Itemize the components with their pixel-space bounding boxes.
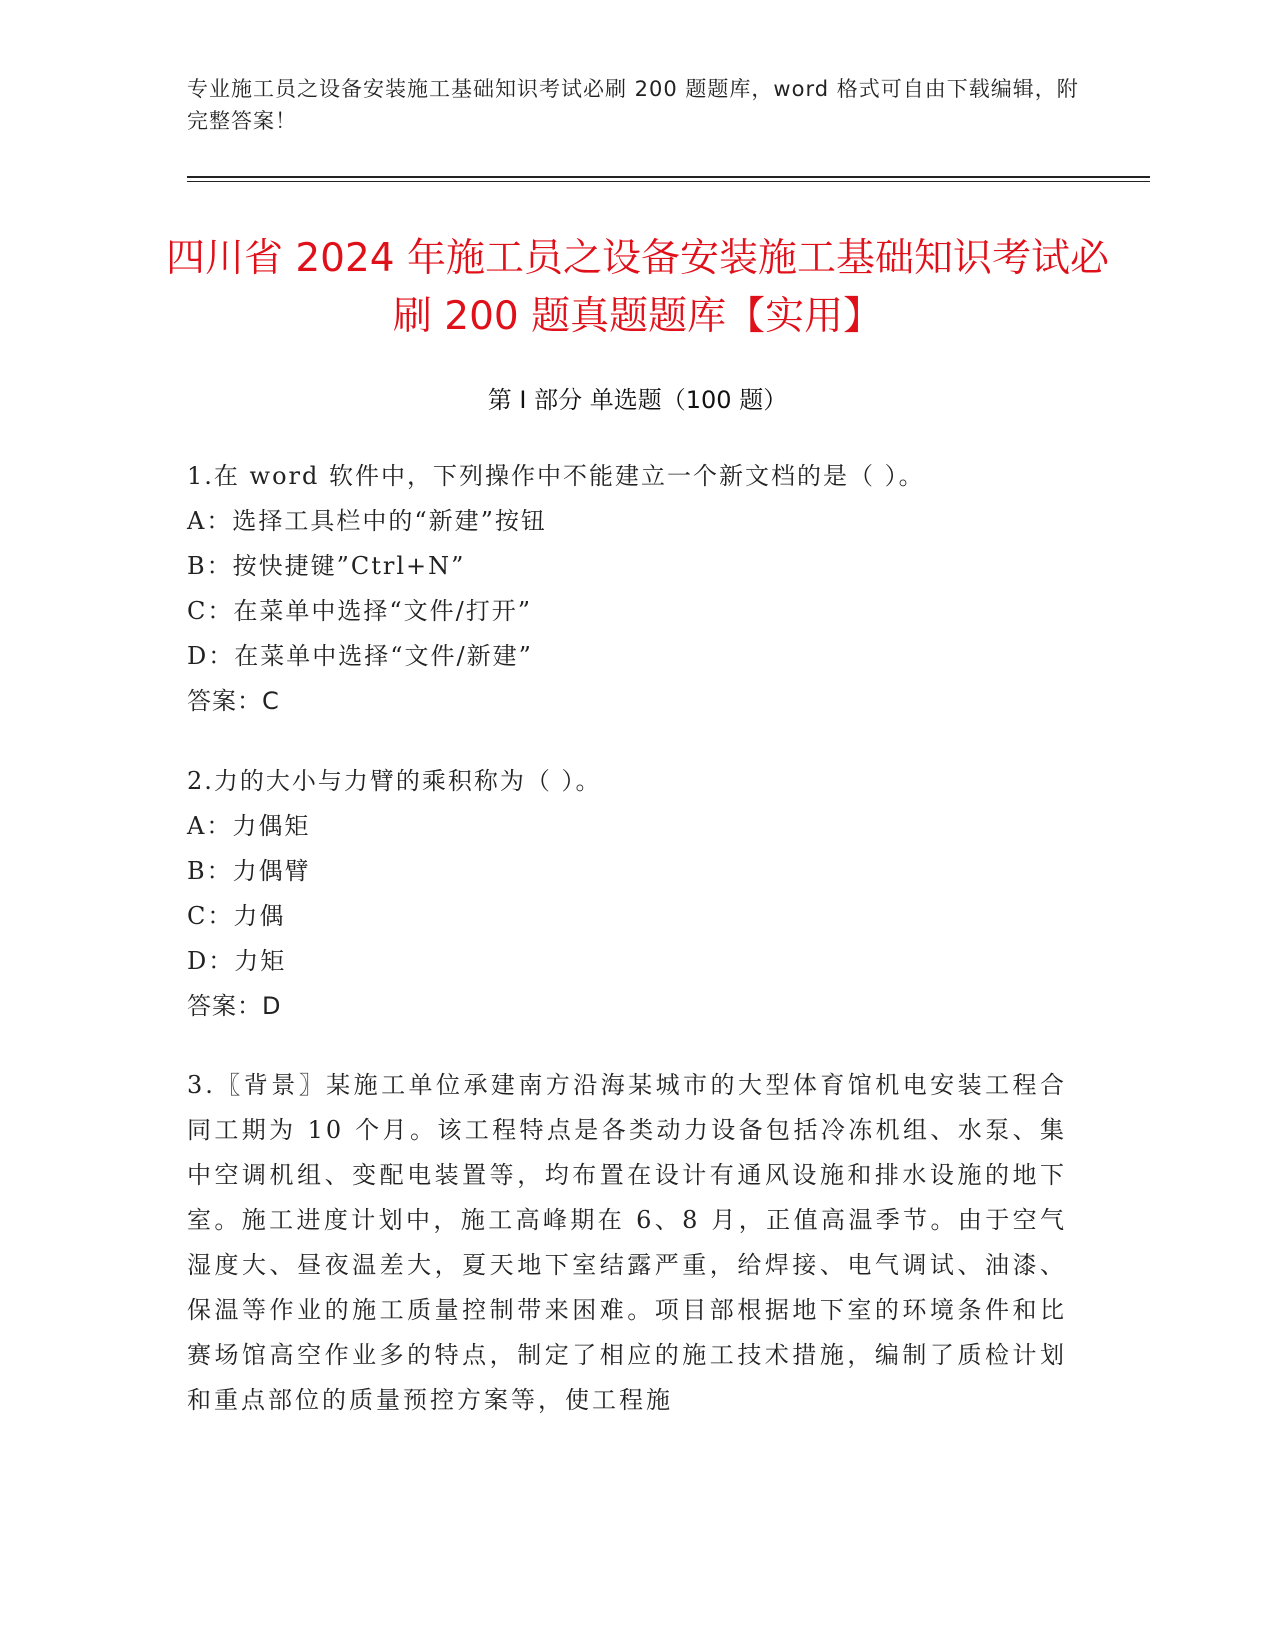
- question-stem: 1.在 word 软件中，下列操作中不能建立一个新文档的是（ ）。: [187, 462, 925, 490]
- question-3: [187, 1063, 1087, 1423]
- option-c: C：力偶: [187, 902, 286, 930]
- option-c: C：在菜单中选择“文件/打开”: [187, 597, 532, 625]
- option-a: A：力偶矩: [187, 812, 311, 840]
- option-d: D：在菜单中选择“文件/新建”: [187, 642, 533, 670]
- option-a: A：选择工具栏中的“新建”按钮: [187, 507, 547, 535]
- question-stem: 3.〖背景〗某施工单位承建南方沿海某城市的大型体育馆机电安装工程合同工期为 10 个月。该工程特点是各类动力设备包括冷冻机组、水泵、集中空调机组、变配电装置等，均布置在设计有通风设施和排水设施的地下室。施工进度计划中，施工高峰期在 6、8 月，正值高温季节。由于空气湿度大、昼夜温差大，夏天地下室结露严重，给焊接、电气调试、油漆、保温等作业的施工质量控制带来困难。项目部根据地下室的环境条件和比赛场馆高空作业多的特点，制定了相应的施工技术措施，编制了质检计划和重点部位的质量预控方案等，使工程施: [187, 1071, 1067, 1414]
- answer-line: 答案：D: [187, 992, 282, 1020]
- document-title: 四川省 2024 年施工员之设备安装施工基础知识考试必刷 200 题真题题库【实用】: [165, 236, 1110, 339]
- header-note: 专业施工员之设备安装施工基础知识考试必刷 200 题题库，word 格式可自由下载编辑，附完整答案！: [187, 77, 1079, 133]
- header-rule-thick: [187, 176, 1150, 178]
- option-b: B：力偶臂: [187, 857, 311, 885]
- answer-line: 答案：C: [187, 687, 280, 715]
- question-stem: 2.力的大小与力臂的乘积称为（ ）。: [187, 767, 602, 795]
- question-2: [187, 759, 1087, 1029]
- section-heading: 第 I 部分 单选题（100 题）: [487, 386, 788, 414]
- option-d: D：力矩: [187, 947, 287, 975]
- question-1: [187, 454, 1087, 724]
- option-b: B：按快捷键”Ctrl+N”: [187, 552, 466, 580]
- header-rule-thin: [187, 181, 1150, 182]
